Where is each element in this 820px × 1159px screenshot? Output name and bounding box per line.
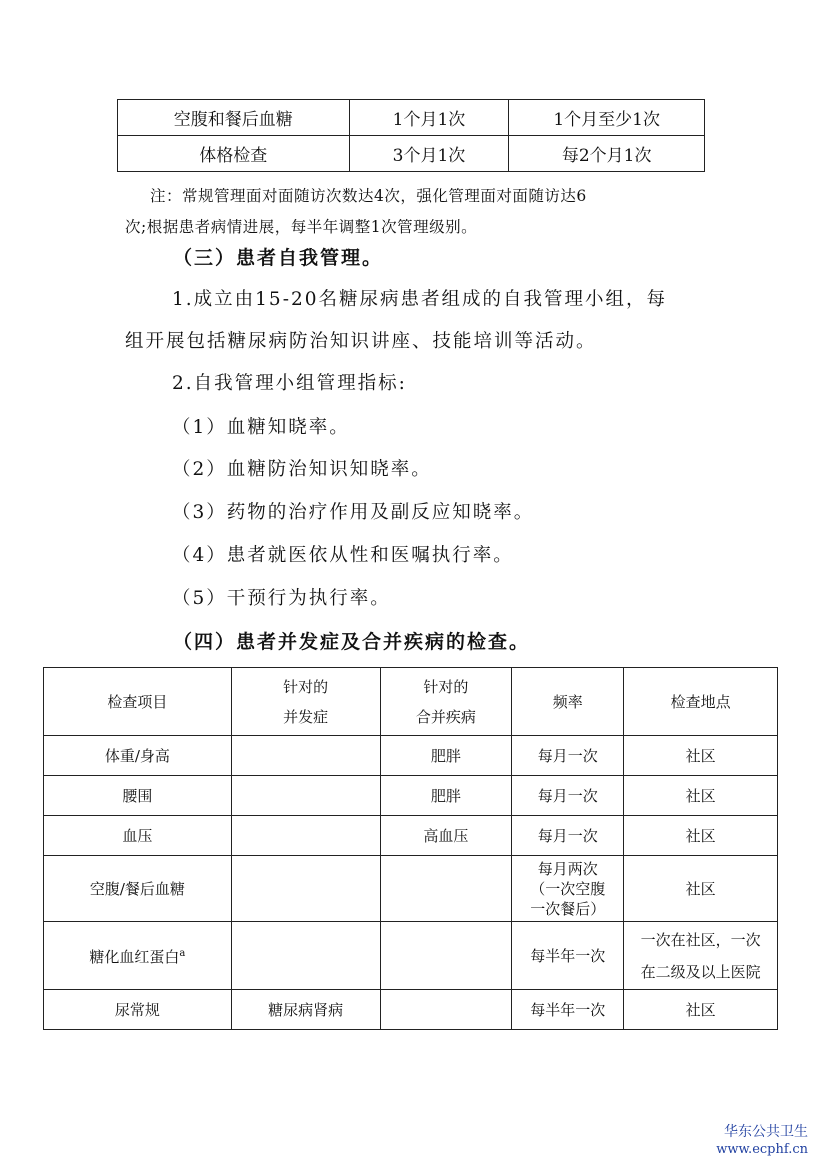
table-cell: 每2个月1次 bbox=[509, 136, 705, 172]
table-cell bbox=[231, 856, 380, 922]
list-item: （2）血糖防治知识知晓率。 bbox=[172, 459, 432, 480]
table-cell: 社区 bbox=[624, 816, 778, 856]
table-cell: 血压 bbox=[44, 816, 232, 856]
table-cell: 空腹/餐后血糖 bbox=[44, 856, 232, 922]
table-cell: 体重/身高 bbox=[44, 736, 232, 776]
table-cell: 腰围 bbox=[44, 776, 232, 816]
table-cell: 一次在社区，一次 在二级及以上医院 bbox=[624, 922, 778, 990]
header-cell: 针对的 合并疾病 bbox=[380, 668, 512, 736]
table-row bbox=[44, 776, 778, 816]
header-cell: 检查地点 bbox=[624, 668, 778, 736]
table-cell: 1个月1次 bbox=[349, 100, 509, 136]
watermark-footer bbox=[716, 1124, 808, 1158]
table-cell: 社区 bbox=[624, 776, 778, 816]
table-cell: 空腹和餐后血糖 bbox=[118, 100, 350, 136]
note-line: 次;根据患者病情进展，每半年调整1次管理级别。 bbox=[125, 218, 478, 236]
footer-org: 华东公共卫生 bbox=[724, 1124, 808, 1140]
list-item: （4）患者就医依从性和医嘱执行率。 bbox=[172, 545, 514, 566]
table-cell bbox=[231, 816, 380, 856]
table-note bbox=[125, 181, 715, 243]
table-cell bbox=[231, 776, 380, 816]
table-cell bbox=[231, 736, 380, 776]
section-heading-self-management: （三）患者自我管理。 bbox=[173, 247, 384, 269]
table-cell: 每月一次 bbox=[512, 736, 624, 776]
list-item: （3）药物的治疗作用及副反应知晓率。 bbox=[172, 502, 535, 523]
table-cell: 肥胖 bbox=[380, 776, 512, 816]
paragraph-line: 2.自我管理小组管理指标: bbox=[172, 373, 407, 394]
section-heading-examinations: （四）患者并发症及合并疾病的检查。 bbox=[173, 631, 531, 653]
table-cell: 社区 bbox=[624, 736, 778, 776]
table-cell: 每半年一次 bbox=[512, 990, 624, 1030]
table-row bbox=[118, 136, 705, 172]
paragraph-line: 1.成立由15-20名糖尿病患者组成的自我管理小组，每 bbox=[172, 289, 667, 310]
header-cell: 针对的 并发症 bbox=[231, 668, 380, 736]
table-row bbox=[44, 990, 778, 1030]
table-cell: 每半年一次 bbox=[512, 922, 624, 990]
table-cell: 社区 bbox=[624, 990, 778, 1030]
table-cell: 3个月1次 bbox=[349, 136, 509, 172]
table-cell: 每月一次 bbox=[512, 816, 624, 856]
table-cell bbox=[380, 922, 512, 990]
table-cell: 尿常规 bbox=[44, 990, 232, 1030]
footnote-marker: a bbox=[179, 948, 186, 959]
table-row bbox=[44, 816, 778, 856]
table-cell: 每月一次 bbox=[512, 776, 624, 816]
table-cell: 1个月至少1次 bbox=[509, 100, 705, 136]
table-cell bbox=[380, 990, 512, 1030]
table-cell: 体格检查 bbox=[118, 136, 350, 172]
note-line: 注：常规管理面对面随访次数达4次，强化管理面对面随访达6 bbox=[150, 187, 587, 205]
table-cell: 糖化血红蛋白$^a$ bbox=[44, 922, 232, 990]
list-item: （1）血糖知晓率。 bbox=[172, 417, 350, 438]
header-cell: 频率 bbox=[512, 668, 624, 736]
visit-frequency-table bbox=[117, 99, 705, 172]
table-row bbox=[44, 856, 778, 922]
footer-url: www.ecphf.cn bbox=[716, 1142, 808, 1157]
list-item: （5）干预行为执行率。 bbox=[172, 588, 391, 609]
table-header-row bbox=[44, 668, 778, 736]
header-cell: 检查项目 bbox=[44, 668, 232, 736]
table-cell: 每月两次 （一次空腹 一次餐后） bbox=[512, 856, 624, 922]
table-row bbox=[118, 100, 705, 136]
table-cell: 社区 bbox=[624, 856, 778, 922]
table-cell: 肥胖 bbox=[380, 736, 512, 776]
table-row bbox=[44, 736, 778, 776]
table-cell bbox=[231, 922, 380, 990]
table-cell bbox=[380, 856, 512, 922]
examination-table bbox=[43, 667, 778, 1030]
table-cell: 高血压 bbox=[380, 816, 512, 856]
table-cell: 糖尿病肾病 bbox=[231, 990, 380, 1030]
paragraph-line: 组开展包括糖尿病防治知识讲座、技能培训等活动。 bbox=[125, 331, 597, 352]
table-row bbox=[44, 922, 778, 990]
